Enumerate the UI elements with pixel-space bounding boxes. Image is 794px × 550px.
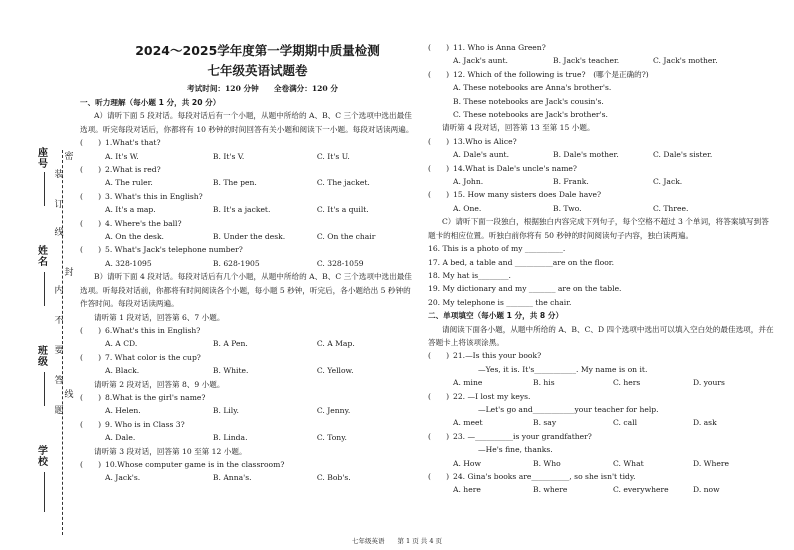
dialogue-instruction: 请听第 4 段对话，回答第 13 至第 15 小题。 (442, 123, 595, 133)
question-22 (428, 390, 774, 403)
option-d: D. Where (693, 458, 729, 468)
question-text: 23. —__________is your grandfather? (453, 431, 592, 441)
question-23 (428, 430, 774, 443)
option-a: A. Helen. (105, 406, 141, 416)
option-c: C. A Map. (316, 339, 355, 349)
option-c: C. Jack. (653, 177, 683, 187)
dialogue-instruction: 请听第 3 段对话，回答第 10 至第 12 小题。 (94, 446, 247, 456)
fill-in-20: 20. My telephone is _______ the chair. (428, 297, 572, 307)
section-heading: 二、单项填空（每小题 1 分，共 8 分） (428, 311, 564, 321)
option-c: C. On the chair (316, 232, 376, 242)
option-a: A. On the desk. (105, 232, 164, 242)
answer-bracket: ( ) (428, 431, 450, 441)
option-b: B. Who (533, 458, 561, 468)
option-b: B. Lily. (212, 406, 239, 416)
binding-label-seat: 座号 (38, 148, 48, 170)
question-text: 3. What's this in English? (105, 191, 203, 201)
option-a: A. Black. (105, 366, 140, 376)
options-23 (428, 457, 774, 470)
option-a: A. These notebooks are Anna's brother's. (453, 83, 612, 93)
question-text: 21.—Is this your book? (453, 351, 542, 361)
question-24 (428, 470, 774, 483)
options-21 (428, 376, 774, 389)
options-3 (80, 203, 415, 216)
question-2 (80, 163, 415, 176)
option-c: C. Tony. (316, 433, 347, 443)
answer-bracket: ( ) (428, 136, 450, 146)
question-text: 13.Who is Alice? (453, 136, 517, 146)
question-1 (80, 136, 415, 149)
option-a: A. Dale. (105, 433, 136, 443)
option-b: B. The pen. (212, 178, 257, 188)
instructions-part-b: B）请听下面 4 段对话。每段对话后有几个小题，从题中所给的 A、B、C 三个选项中选出最佳选项。听每段对话前，你都将有时间阅读各个小题，每小题 5 秒钟，听完后，各小题给出 5 秒钟的作答时间。每段对话读两遍。 (80, 272, 412, 309)
option-b: B. say (533, 418, 557, 428)
question-text: 11. Who is Anna Green? (453, 43, 546, 52)
option-b: B. Dale's mother. (553, 150, 619, 160)
option-b: B. A Pen. (212, 339, 248, 349)
option-b: B. Linda. (212, 433, 248, 443)
options-5 (80, 257, 415, 270)
question-3 (80, 190, 415, 203)
page-footer: 七年级英语 第 1 页 共 4 页 (351, 537, 443, 545)
binding-word: 订 (54, 200, 64, 210)
question-text-2: —Yes, it is. It's___________. My name is on it. (478, 364, 648, 374)
option-a: A. meet (453, 418, 483, 428)
options-7 (80, 364, 415, 377)
question-9 (80, 418, 415, 431)
binding-label-school: 学校 (38, 446, 48, 468)
option-c: C. It's a quilt. (316, 205, 369, 215)
question-4 (80, 217, 415, 230)
option-c: C. call (613, 418, 638, 428)
option-d: D. yours (693, 378, 725, 388)
options-10 (80, 471, 415, 484)
options-24 (428, 483, 774, 496)
options-9 (80, 431, 415, 444)
answer-bracket: ( ) (80, 459, 102, 469)
question-text: 1.What's that? (105, 138, 161, 148)
options-11 (428, 54, 774, 67)
question-8 (80, 391, 415, 404)
instructions-part-a: A）请听下面 5 段对话。每段对话后有一个小题，从题中所给的 A、B、C 三个选项中选出最佳选项。听完每段对话后，你都将有 10 秒钟的时间回答有关小题和阅读下一小题。每段对话读两遍。 (80, 111, 414, 134)
question-text: 24. Gina's books are__________, so she isn't tidy. (453, 472, 636, 481)
answer-bracket: ( ) (80, 191, 102, 201)
exam-subtitle: 七年级英语试题卷 (207, 63, 308, 78)
option-b: B. Anna's. (212, 473, 252, 483)
option-b: B. Under the desk. (212, 232, 286, 242)
question-text: 4. Where's the ball? (105, 218, 182, 228)
options-13 (428, 148, 774, 161)
binding-underline (44, 272, 45, 306)
options-22 (428, 416, 774, 429)
binding-word: 线 (54, 228, 64, 238)
question-11 (428, 41, 774, 54)
section-description: 请阅读下面各小题，从题中所给的 A、B、C、D 四个选项中选出可以填入空白处的最佳选项，并在答题卡上将该项涂黑。 (428, 324, 774, 347)
binding-underline (44, 472, 45, 512)
answer-bracket: ( ) (428, 391, 450, 401)
exam-info: 考试时间：120 分钟 全卷满分：120 分 (187, 84, 338, 93)
option-c: C. Jenny. (316, 406, 351, 416)
answer-bracket: ( ) (80, 218, 102, 228)
option-c: C. The jacket. (316, 178, 370, 188)
option-c: C. Dale's sister. (653, 150, 713, 160)
option-c: C. It's U. (316, 151, 350, 161)
options-2 (80, 176, 415, 189)
option-a: A. How (453, 458, 482, 468)
option-a: A. 328-1095 (105, 258, 152, 268)
option-c: C. These notebooks are Jack's brother's. (453, 110, 608, 120)
option-d: D. ask (693, 418, 717, 428)
instructions-part-c: C）请听下面一段独白，根据独白内容完成下列句子，每个空格不超过 3 个单词，将答案填写到答题卡的相应位置。听独白前你将有 50 秒钟的时间阅读句子内容，独白读两遍。 (428, 217, 769, 240)
exam-title: 2024～2025学年度第一学期期中质量检测 (135, 43, 380, 58)
option-a: A. Dale's aunt. (453, 150, 510, 160)
option-a: A. One. (453, 203, 482, 213)
binding-underline (44, 372, 45, 406)
option-c: C. 328-1059 (316, 258, 364, 268)
question-5 (80, 243, 415, 256)
dialogue-instruction: 请听第 2 段对话，回答第 8、9 小题。 (94, 379, 225, 389)
option-b: B. These notebooks are Jack's cousin's. (453, 96, 604, 106)
option-a: A. A CD. (105, 339, 138, 349)
binding-word: 要 (54, 346, 64, 356)
option-b: B. 628-1905 (212, 258, 260, 268)
fill-in-16: 16. This is a photo of my __________. (428, 244, 566, 254)
seal-word: 线 (64, 390, 74, 400)
question-text: 22. —I lost my keys. (453, 391, 531, 401)
fill-in-19: 19. My dictionary and my _______ are on the table. (428, 284, 622, 294)
left-column (80, 42, 415, 485)
question-text-2: —He's fine, thanks. (478, 445, 553, 455)
options-1 (80, 150, 415, 163)
options-15 (428, 202, 774, 215)
option-c: C. Bob's. (316, 473, 351, 483)
answer-bracket: ( ) (80, 138, 102, 148)
option-b: B. It's a jacket. (212, 205, 271, 215)
fill-in-18: 18. My hat is________. (428, 270, 511, 280)
option-c: C. hers (613, 378, 641, 388)
option-a: A. mine (453, 378, 483, 388)
option-c: C. everywhere (613, 485, 669, 495)
option-a: A. here (453, 485, 481, 495)
binding-word: 题 (54, 406, 64, 416)
right-column (428, 41, 774, 497)
question-text: 6.What's this in English? (105, 325, 201, 335)
answer-bracket: ( ) (80, 325, 102, 335)
question-21 (428, 349, 774, 362)
answer-bracket: ( ) (80, 352, 102, 362)
binding-underline (44, 172, 45, 206)
option-c: C. Three. (653, 203, 689, 213)
answer-bracket: ( ) (428, 69, 450, 79)
options-6 (80, 337, 415, 350)
answer-bracket: ( ) (428, 472, 450, 481)
question-12 (428, 68, 774, 81)
option-b: B. Jack's teacher. (553, 56, 620, 66)
option-a: A. John. (453, 177, 484, 187)
binding-word: 不 (54, 316, 64, 326)
option-b: B. Two. (553, 203, 582, 213)
option-a: A. It's W. (105, 151, 139, 161)
question-text: 15. How many sisters does Dale have? (453, 190, 602, 200)
question-text: 8.What is the girl's name? (105, 392, 206, 402)
question-10 (80, 458, 415, 471)
answer-bracket: ( ) (428, 43, 450, 52)
section-heading: 一、听力理解（每小题 1 分，共 20 分） (80, 98, 221, 107)
answer-bracket: ( ) (80, 165, 102, 175)
options-8 (80, 404, 415, 417)
question-text: 12. Which of the following is true? (哪个是正确的?) (453, 69, 649, 79)
question-15 (428, 188, 774, 201)
option-b: B. Frank. (553, 177, 589, 187)
question-13 (428, 135, 774, 148)
option-a: A. It's a map. (105, 205, 156, 215)
question-7 (80, 351, 415, 364)
option-b: B. It's V. (212, 151, 245, 161)
seal-word: 密 (64, 152, 74, 162)
option-b: B. his (533, 378, 555, 388)
option-a: A. Jack's aunt. (453, 56, 508, 66)
binding-word: 答 (54, 376, 64, 386)
option-b: B. White. (212, 366, 249, 376)
question-14 (428, 162, 774, 175)
answer-bracket: ( ) (428, 190, 450, 200)
binding-word: 装 (54, 170, 64, 180)
options-14 (428, 175, 774, 188)
fill-in-17: 17. A bed, a table and __________are on the floor. (428, 257, 615, 267)
option-c: C. Jack's mother. (653, 56, 718, 66)
answer-bracket: ( ) (428, 163, 450, 173)
option-a: A. Jack's. (105, 473, 141, 483)
question-text: 7. What color is the cup? (105, 352, 201, 362)
option-c: C. What (613, 458, 644, 468)
question-text: 14.What is Dale's uncle's name? (453, 163, 577, 173)
answer-bracket: ( ) (80, 245, 102, 255)
answer-bracket: ( ) (80, 419, 102, 429)
answer-bracket: ( ) (428, 351, 450, 361)
seal-word: 封 (64, 268, 74, 278)
question-text-2: —Let's go and___________your teacher for help. (478, 404, 659, 414)
question-text: 2.What is red? (105, 165, 161, 175)
option-b: B. where (533, 485, 568, 495)
dialogue-instruction: 请听第 1 段对话，回答第 6、7 小题。 (94, 312, 225, 322)
options-4 (80, 230, 415, 243)
question-text: 10.Whose computer game is in the classroom? (105, 459, 285, 469)
option-d: D. now (693, 485, 720, 495)
question-text: 9. Who is in Class 3? (105, 419, 185, 429)
option-c: C. Yellow. (316, 366, 354, 376)
question-text: 5. What's Jack's telephone number? (105, 245, 243, 255)
binding-word: 内 (54, 286, 64, 296)
question-6 (80, 324, 415, 337)
binding-label-class: 班级 (38, 346, 48, 368)
option-a: A. The ruler. (105, 178, 153, 188)
binding-label-name: 姓名 (38, 246, 48, 268)
answer-bracket: ( ) (80, 392, 102, 402)
